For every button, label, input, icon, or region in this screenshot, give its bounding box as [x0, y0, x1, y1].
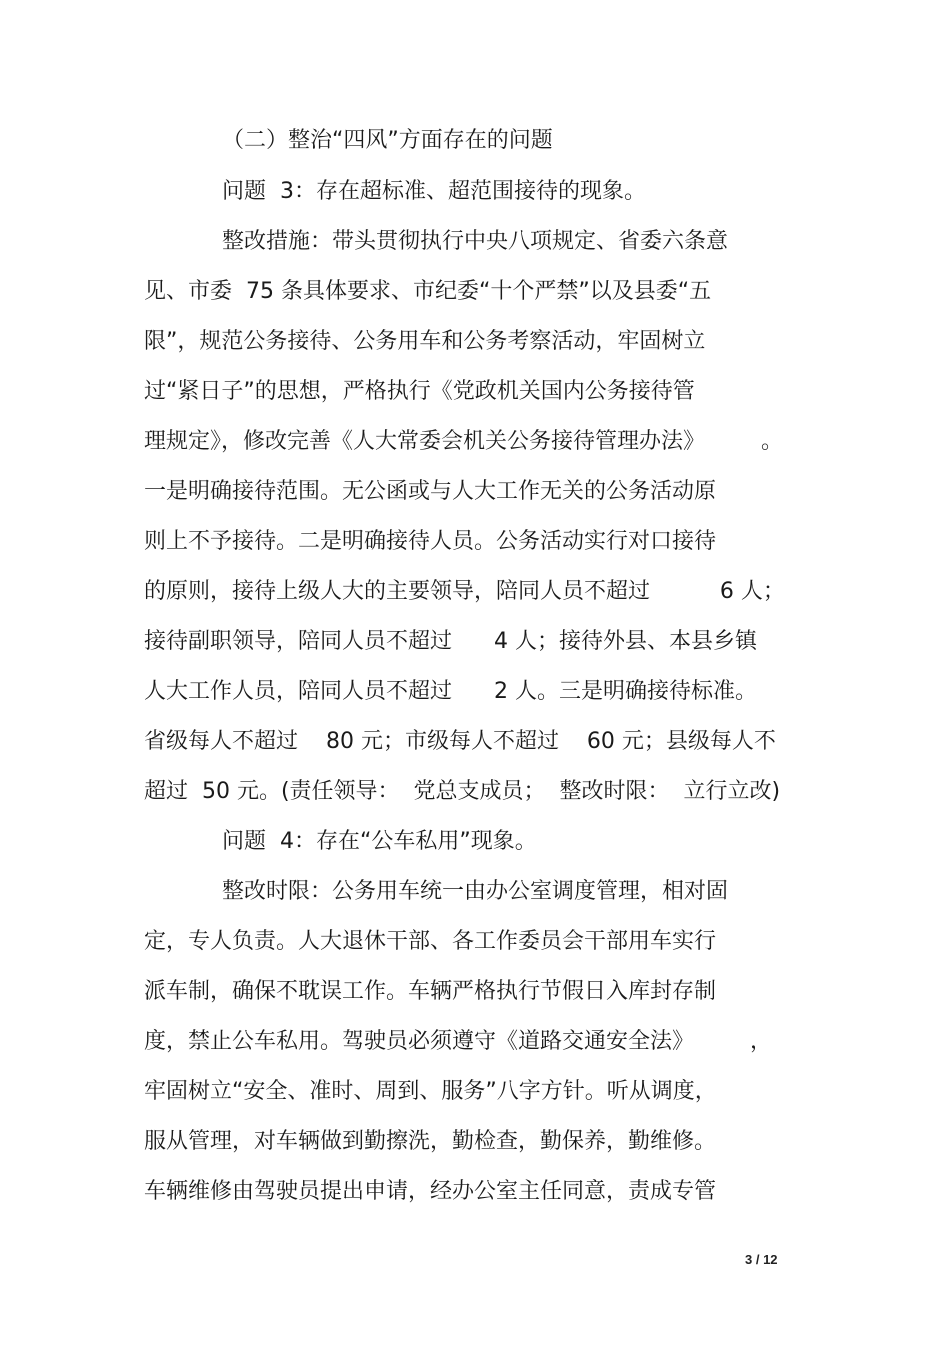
text-line: 人大工作人员，陪同人员不超过 2 人。三是明确接待标准。	[144, 679, 757, 704]
text-line: 省级每人不超过 80 元；市级每人不超过 60 元；县级每人不	[144, 729, 776, 754]
issue-4-heading: 问题 4：存在“公车私用”现象。	[222, 829, 537, 854]
text-line: 定，专人负责。人大退休干部、各工作委员会干部用车实行	[144, 929, 717, 954]
page-number: 3 / 12	[745, 1252, 778, 1267]
text-line: 服从管理，对车辆做到勤擦洗，勤检查，勤保养，勤维修。	[144, 1129, 717, 1154]
section-heading: （二）整治“四风”方面存在的问题	[222, 128, 553, 153]
text-line: 车辆维修由驾驶员提出申请，经办公室主任同意，责成专管	[144, 1179, 717, 1204]
text-line: 接待副职领导，陪同人员不超过 4 人；接待外县、本县乡镇	[144, 629, 757, 654]
text-line: 一是明确接待范围。无公函或与人大工作无关的公务活动原	[144, 479, 717, 504]
text-line: 限”，规范公务接待、公务用车和公务考察活动，牢固树立	[144, 329, 706, 354]
text-line: 见、市委 75 条具体要求、市纪委“十个严禁”以及县委“五	[144, 279, 712, 304]
text-line: 整改措施：带头贯彻执行中央八项规定、省委六条意	[222, 229, 729, 254]
text-line: 的原则，接待上级人大的主要领导，陪同人员不超过 6 人；	[144, 579, 785, 604]
issue-3-heading: 问题 3：存在超标准、超范围接待的现象。	[222, 179, 646, 204]
text-line: 理规定》，修改完善《人大常委会机关公务接待管理办法》 。	[144, 429, 783, 454]
text-line: 超过 50 元。(责任领导： 党总支成员； 整改时限： 立行立改)	[144, 779, 781, 804]
text-line: 派车制，确保不耽误工作。车辆严格执行节假日入库封存制	[144, 979, 717, 1004]
text-line: 整改时限：公务用车统一由办公室调度管理，相对固	[222, 879, 729, 904]
text-line: 牢固树立“安全、准时、周到、服务”八字方针。听从调度，	[144, 1079, 717, 1104]
text-line: 则上不予接待。二是明确接待人员。公务活动实行对口接待	[144, 529, 717, 554]
text-line: 度，禁止公车私用。驾驶员必须遵守《道路交通安全法》 ，	[144, 1029, 772, 1054]
text-line: 过“紧日子”的思想，严格执行《党政机关国内公务接待管	[144, 379, 695, 404]
